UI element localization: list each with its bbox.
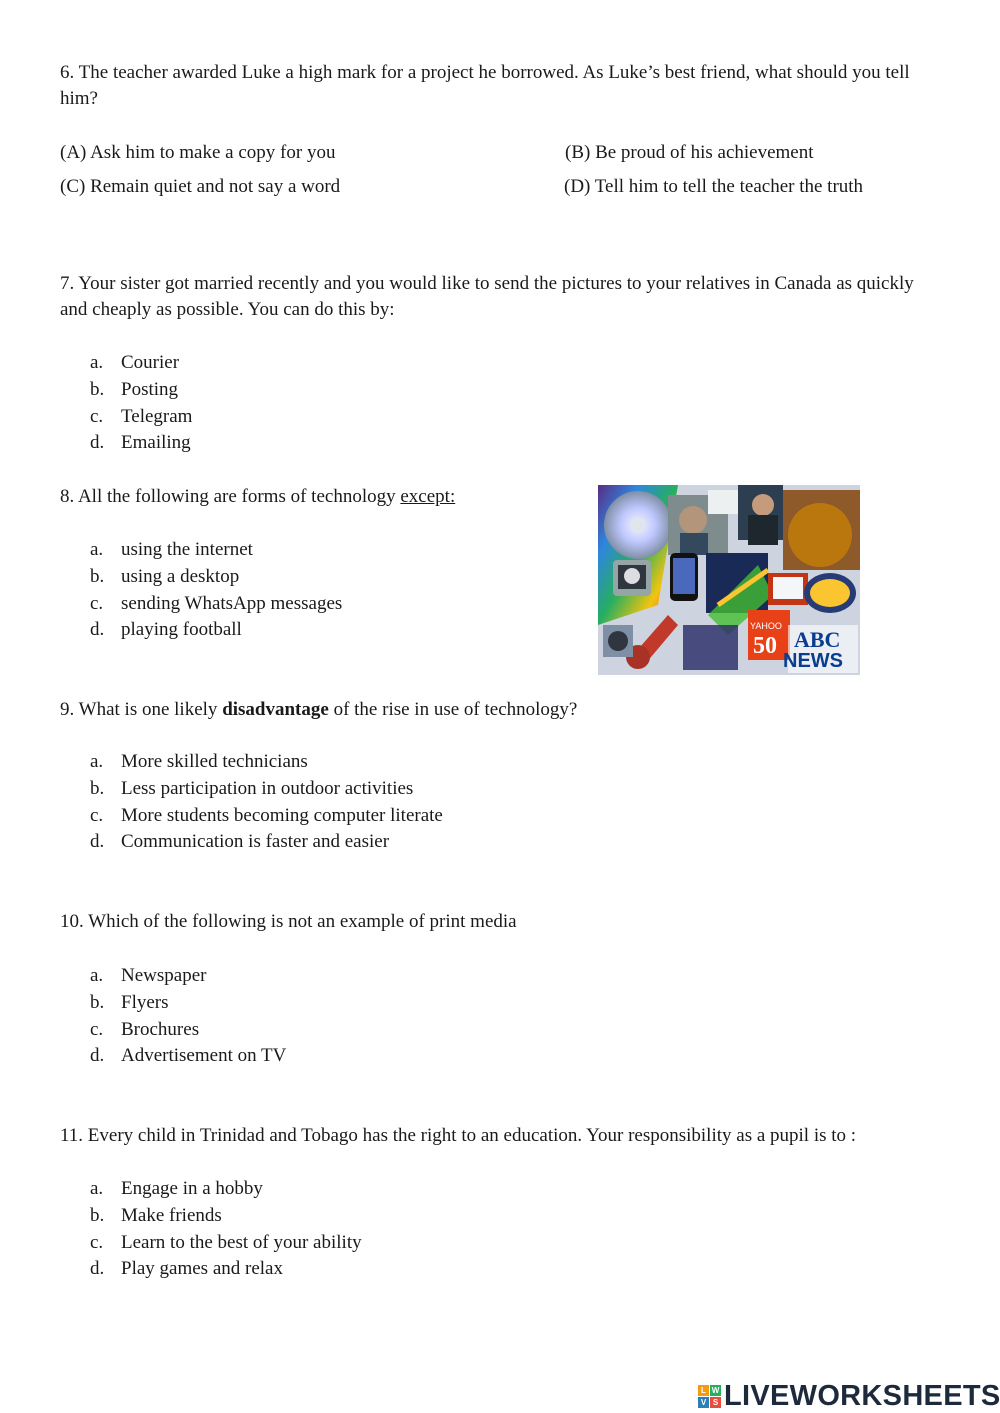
except-emphasis: except:	[400, 486, 456, 507]
option-8b[interactable]: b. using a desktop	[90, 565, 240, 587]
collage-news-text: NEWS	[783, 650, 843, 672]
option-9c[interactable]: c. More students becoming computer literate	[90, 804, 443, 826]
question-11-options	[90, 1176, 362, 1283]
option-9a[interactable]: a. More skilled technicians	[90, 751, 308, 772]
question-10-stem: 10. Which of the following is not an example of print media	[60, 911, 517, 932]
option-6d[interactable]: (D) Tell him to tell the teacher the truth	[564, 176, 864, 197]
option-10b[interactable]: b. Flyers	[90, 991, 169, 1013]
option-10d[interactable]: d. Advertisement on TV	[90, 1045, 287, 1067]
collage-illustration	[598, 485, 860, 675]
option-8d[interactable]: d. playing football	[90, 619, 242, 641]
option-7b[interactable]: b. Posting	[90, 378, 179, 400]
question-6-stem: 6. The teacher awarded Luke a high mark for a project he borrowed. As Luke’s best friend, what should you tell him?	[60, 62, 910, 109]
question-7-stem: 7. Your sister got married recently and you would like to send the pictures to your relatives in Canada as quickly and cheaply as possible. You can do this by:	[60, 273, 914, 320]
question-8-stem: 8. All the following are forms of technology except:	[60, 486, 456, 507]
technology-collage-image	[598, 485, 860, 675]
option-11c[interactable]: c. Learn to the best of your ability	[90, 1231, 362, 1253]
collage-abc-text: ABC	[794, 627, 841, 652]
liveworksheets-mark-icon: L W V S	[698, 1385, 721, 1408]
liveworksheets-logo-text: LIVEWORKSHEETS	[724, 1379, 1000, 1412]
option-11a[interactable]: a. Engage in a hobby	[90, 1178, 263, 1199]
question-7-options	[90, 350, 192, 457]
collage-50-text: 50	[753, 633, 777, 659]
question-8	[60, 484, 580, 510]
question-11	[60, 1123, 960, 1149]
option-7c[interactable]: c. Telegram	[90, 405, 193, 427]
option-11b[interactable]: b. Make friends	[90, 1204, 222, 1226]
question-8-options	[90, 537, 342, 644]
option-8a[interactable]: a. using the internet	[90, 539, 253, 560]
question-11-stem: 11. Every child in Trinidad and Tobago has the right to an education. Your responsibility as a pupil is to :	[60, 1125, 857, 1146]
option-9b[interactable]: b. Less participation in outdoor activities	[90, 777, 414, 799]
question-9-options	[90, 749, 443, 856]
option-6b[interactable]: (B) Be proud of his achievement	[565, 142, 814, 163]
question-6	[60, 60, 940, 197]
option-6c[interactable]: (C) Remain quiet and not say a word	[60, 176, 341, 197]
option-7d[interactable]: d. Emailing	[90, 432, 191, 454]
option-9d[interactable]: d. Communication is faster and easier	[90, 831, 390, 853]
option-11d[interactable]: d. Play games and relax	[90, 1258, 283, 1280]
question-10	[60, 909, 940, 935]
option-7a[interactable]: a. Courier	[90, 352, 180, 373]
option-6a[interactable]: (A) Ask him to make a copy for you	[60, 142, 336, 163]
question-9-stem: 9. What is one likely disadvantage of the rise in use of technology?	[60, 699, 578, 720]
question-10-options	[90, 963, 286, 1070]
option-8c[interactable]: c. sending WhatsApp messages	[90, 592, 343, 614]
option-10c[interactable]: c. Brochures	[90, 1018, 200, 1040]
question-7	[60, 271, 940, 323]
option-10a[interactable]: a. Newspaper	[90, 965, 207, 986]
collage-yahoo-text: YAHOO	[750, 621, 782, 631]
question-9	[60, 697, 940, 723]
disadvantage-emphasis: disadvantage	[222, 699, 329, 720]
liveworksheets-logo[interactable]	[698, 1379, 1000, 1413]
